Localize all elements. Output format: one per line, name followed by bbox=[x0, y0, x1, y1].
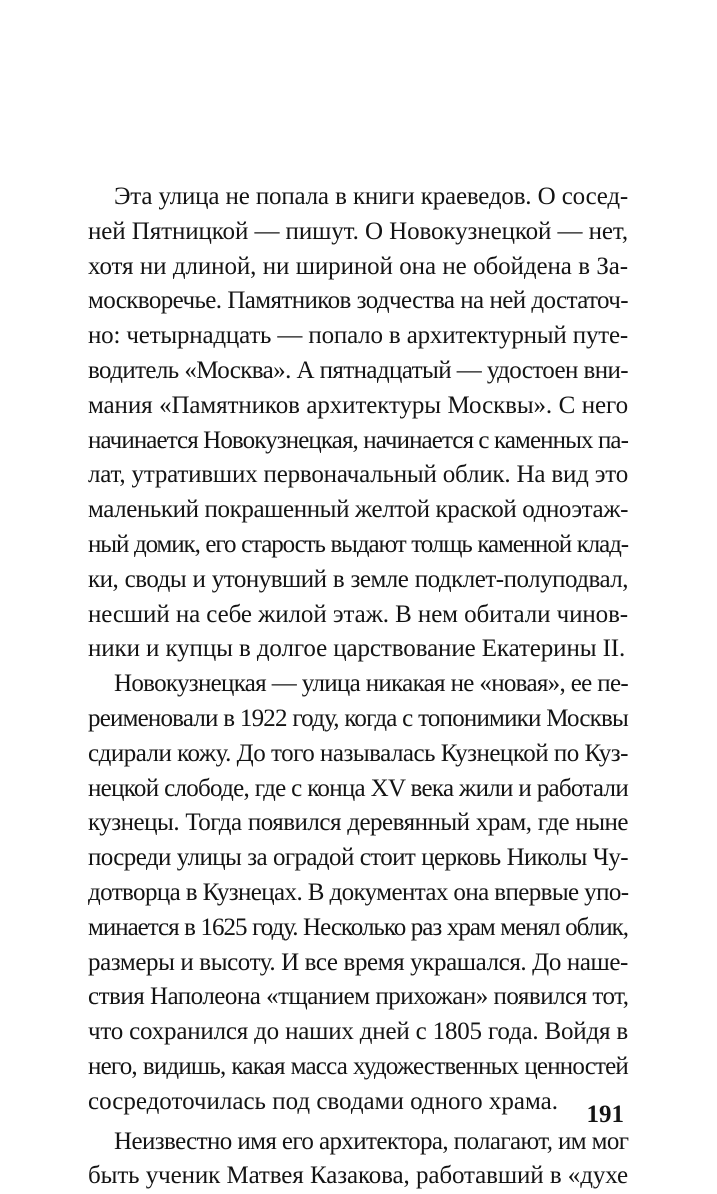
text-line: хотя ни длиной, ни шириной она не обойдена в За- bbox=[88, 252, 628, 280]
text-line: него, видишь, какая масса художественных ценностей bbox=[88, 1052, 628, 1080]
text-line: дотворца в Кузнецах. В документах она впервые упо- bbox=[88, 878, 629, 906]
text-line: несший на себе жилой этаж. В нем обитали чинов- bbox=[88, 600, 628, 628]
text-line: москворечье. Памятников зодчества на ней достаточ- bbox=[88, 287, 628, 315]
text-line: ники и купцы в долгое царствование Екатерины II. bbox=[88, 635, 626, 663]
text-line: минается в 1625 году. Несколько раз храм менял облик, bbox=[88, 913, 628, 941]
text-line: маленький покрашенный желтой краской одноэтаж- bbox=[88, 496, 628, 524]
text-line: лат, утративших первоначальный облик. На вид это bbox=[88, 461, 628, 489]
page-body-text bbox=[88, 180, 628, 1194]
text-line: Новокузнецкая — улица никакая не «новая», ее пе- bbox=[114, 670, 628, 698]
text-line: ней Пятницкой — пишут. О Новокузнецкой — нет, bbox=[88, 217, 628, 245]
text-line: начинается Новокузнецкая, начинается с каменных па- bbox=[88, 426, 629, 454]
text-line: кузнецы. Тогда появился деревянный храм, где ныне bbox=[88, 809, 628, 837]
text-line: но: четырнадцать — попало в архитектурный путе- bbox=[88, 322, 628, 350]
text-line: посреди улицы за оградой стоит церковь Николы Чу- bbox=[88, 844, 628, 872]
text-line: нецкой слободе, где с конца XV века жили и работали bbox=[88, 774, 628, 802]
text-line: Неизвестно имя его архитектора, полагают, им мог bbox=[114, 1127, 629, 1155]
text-line: размеры и высоту. И все время украшался. До наше- bbox=[88, 948, 628, 976]
text-line: быть ученик Матвея Казакова, работавший в «духе bbox=[88, 1162, 628, 1190]
text-line: мания «Памятников архитектуры Москвы». С него bbox=[88, 391, 628, 419]
text-line: реименовали в 1922 году, когда с топонимики Москвы bbox=[88, 704, 628, 732]
text-line: сосредоточилась под сводами одного храма. bbox=[88, 1087, 558, 1115]
text-line: ствия Наполеона «тщанием прихожан» появился тот, bbox=[88, 983, 629, 1011]
text-line: ки, своды и утонувший в земле подклет-полуподвал, bbox=[88, 565, 628, 593]
text-line: сдирали кожу. До того называлась Кузнецкой по Куз- bbox=[88, 739, 628, 767]
page-number: 191 bbox=[586, 1101, 624, 1128]
text-line: ный домик, его старость выдают толщь каменной клад- bbox=[88, 530, 628, 558]
text-line: что сохранился до наших дней с 1805 года. Войдя в bbox=[88, 1018, 628, 1046]
text-line: водитель «Москва». А пятнадцатый — удостоен вни- bbox=[88, 356, 628, 384]
text-line: Эта улица не попала в книги краеведов. О сосед- bbox=[114, 183, 628, 210]
